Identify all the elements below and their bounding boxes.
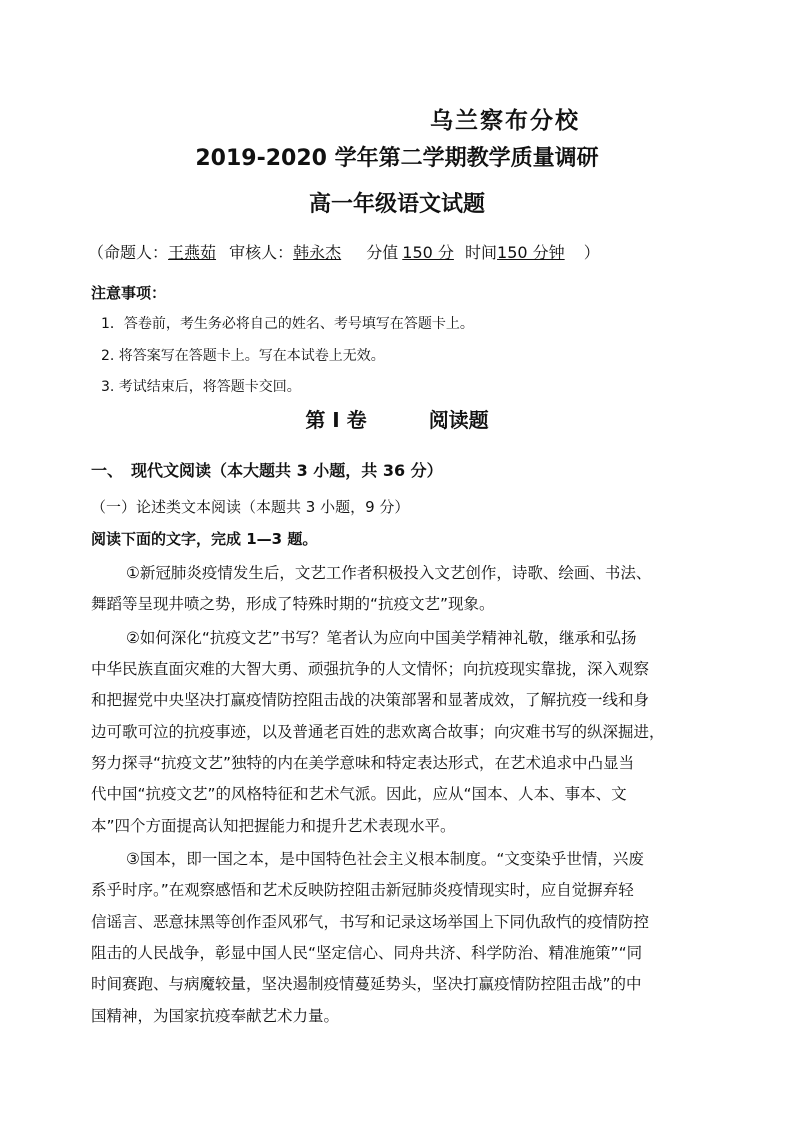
part-number: 第 I 卷 xyxy=(305,408,367,432)
meta-open: （命题人： xyxy=(88,243,169,262)
paragraph-line: ①新冠肺炎疫情发生后，文艺工作者积极投入文艺创作，诗歌、绘画、书法、 xyxy=(126,564,652,582)
author-name: 王燕茹 xyxy=(168,243,217,262)
section-title: 一、 现代文阅读（本大题共 3 小题，共 36 分） xyxy=(91,461,443,480)
paragraph-line: 代中国“抗疫文艺”的风格特征和艺术气派。因此，应从“国本、人本、事本、文 xyxy=(91,785,627,803)
note-item: 3. 考试结束后，将答题卡交回。 xyxy=(101,379,301,395)
reading-instruction: 阅读下面的文字，完成 1—3 题。 xyxy=(91,530,318,548)
meta-close: ） xyxy=(583,243,600,262)
branch-name: 乌兰察布分校 xyxy=(430,107,580,134)
time-value: 150 分钟 xyxy=(497,243,565,262)
exam-title: 2019-2020 学年第二学期教学质量调研 xyxy=(195,146,599,171)
part-name: 阅读题 xyxy=(428,408,489,432)
exam-subtitle: 高一年级语文试题 xyxy=(308,192,485,217)
paragraph-line: 时间赛跑、与病魔较量，坚决遏制疫情蔓延势头，坚决打赢疫情防控阻击战”的中 xyxy=(91,975,642,993)
reviewer-label: 审核人： xyxy=(229,243,294,262)
paragraph-line: 本”四个方面提高认知把握能力和提升艺术表现水平。 xyxy=(91,817,456,835)
paragraph-line: 中华民族直面灾难的大智大勇、顽强抗争的人文情怀；向抗疫现实靠拢，深入观察 xyxy=(91,660,650,678)
paragraph-line: 信谣言、恶意抹黑等创作歪风邪气，书写和记录这场举国上下同仇敌忾的疫情防控 xyxy=(91,913,650,931)
score-value: 150 分 xyxy=(402,243,454,262)
paragraph-line: 边可歌可泣的抗疫事迹，以及普通老百姓的悲欢离合故事；向灾难书写的纵深掘进， xyxy=(91,723,665,741)
subsection-title: （一）论述类文本阅读（本题共 3 小题，9 分） xyxy=(91,498,410,516)
paragraph-line: 和把握党中央坚决打赢疫情防控阻击战的决策部署和显著成效，了解抗疫一线和身 xyxy=(91,691,650,709)
paragraph-line: ③国本，即一国之本，是中国特色社会主义根本制度。“文变染乎世情，兴废 xyxy=(126,850,644,868)
note-item: 2. 将答案写在答题卡上。写在本试卷上无效。 xyxy=(101,348,385,364)
paragraph-line: 国精神，为国家抗疫奉献艺术力量。 xyxy=(91,1007,340,1025)
paragraph-line: 阻击的人民战争，彰显中国人民“坚定信心、同舟共济、科学防治、精准施策”“同 xyxy=(91,944,643,962)
note-item: 1．答卷前，考生务必将自己的姓名、考号填写在答题卡上。 xyxy=(101,316,474,332)
paragraph-line: 系乎时序。”在观察感悟和艺术反映防控阻击新冠肺炎疫情现实时，应自觉摒弃轻 xyxy=(91,881,634,899)
part-heading xyxy=(0,404,794,433)
paragraph-line: 舞蹈等呈现井喷之势，形成了特殊时期的“抗疫文艺”现象。 xyxy=(91,595,495,613)
reviewer-name: 韩永杰 xyxy=(293,243,342,262)
paragraph-line: ②如何深化“抗疫文艺”书写？笔者认为应向中国美学精神礼敬，继承和弘扬 xyxy=(126,629,637,647)
score-label: 分值 xyxy=(366,243,399,262)
exam-meta xyxy=(88,240,600,263)
time-label: 时间 xyxy=(465,243,498,262)
notes-heading: 注意事项： xyxy=(91,284,167,302)
paragraph-line: 努力探寻“抗疫文艺”独特的内在美学意味和特定表达形式，在艺术追求中凸显当 xyxy=(91,754,635,772)
